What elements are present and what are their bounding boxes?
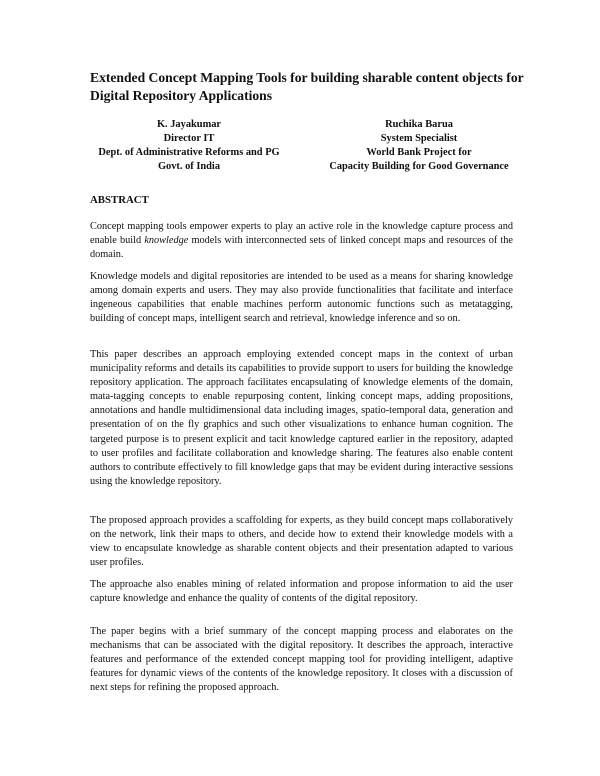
author-role: System Specialist bbox=[380, 133, 458, 144]
abstract-paragraph-2: Knowledge models and digital repositories are intended to be used as a means for sharing knowledge among domain experts and users. They may also provide functionalities that facilitate and interface ingeneous capabilities that enable machines perform autonomic functions such as metatagging, building of concept maps, intelligent search and retrieval, knowledge inference and so on. bbox=[90, 271, 513, 325]
author-organization: Govt. of India bbox=[157, 161, 221, 172]
author-block-1 bbox=[84, 118, 294, 174]
author-role: Director IT bbox=[163, 133, 215, 144]
author-name: K. Jayakumar bbox=[156, 119, 222, 130]
abstract-paragraph-3: This paper describes an approach employing extended concept maps in the context of urban municipality reforms and details its capabilities to provide support to users for building the knowledge repository application. The approach facilitates encapsulating of knowledge elements of the domain, mata-tagging concepts to enable repurposing content, linking concept maps, adding propositions, annotations and handle multidimensional data including images, spatio-temporal data, generation and presentation of on the fly graphics and such other visualizations to enhance human cognition. The targeted purpose is to present explicit and tacit knowledge captured earlier in the repository, adapted to user profiles and facilitate collaboration and knowledge sharing. The features also enable content authors to contribute effectively to fill knowledge gaps that may be evident during interactive sessions using the knowledge repository. bbox=[90, 349, 513, 487]
abstract-heading: ABSTRACT bbox=[90, 194, 149, 206]
author-department: Dept. of Administrative Reforms and PG bbox=[98, 147, 280, 158]
paragraph-text: Concept mapping tools empower experts to play an active role in the knowledge capture process and enable build bbox=[90, 221, 513, 247]
paper-title: Extended Concept Mapping Tools for building sharable content objects for Digital Repository Applications bbox=[90, 70, 524, 103]
emphasis-text: knowledge bbox=[144, 235, 189, 247]
abstract-paragraph-1 bbox=[90, 220, 513, 262]
author-name: Ruchika Barua bbox=[385, 119, 453, 130]
abstract-paragraph-6: The paper begins with a brief summary of the concept mapping process and elaborates on the mechanisms that can be associated with the digital repository. It describes the approach, interactive features and performance of the extended concept mapping tool for providing intelligent, adaptive features for dynamic views of the contents of the knowledge repository. It closes with a discussion of next steps for refining the proposed approach. bbox=[90, 626, 513, 694]
author-organization: Capacity Building for Good Governance bbox=[329, 161, 509, 172]
author-block-2 bbox=[304, 118, 534, 174]
author-department: World Bank Project for bbox=[366, 147, 472, 158]
paragraph-text: models with interconnected sets of linked concept maps and resources of the domain. bbox=[90, 235, 514, 261]
abstract-paragraph-4: The proposed approach provides a scaffolding for experts, as they build concept maps collaboratively on the network, link their maps to others, and decide how to extend their knowledge models with a view to encapsulate knowledge as sharable content objects and their presentation adapted to various user profiles. bbox=[90, 515, 513, 569]
abstract-paragraph-5: The approache also enables mining of related information and propose information to aid the user capture knowledge and enhance the quality of contents of the digital repository. bbox=[90, 579, 513, 605]
